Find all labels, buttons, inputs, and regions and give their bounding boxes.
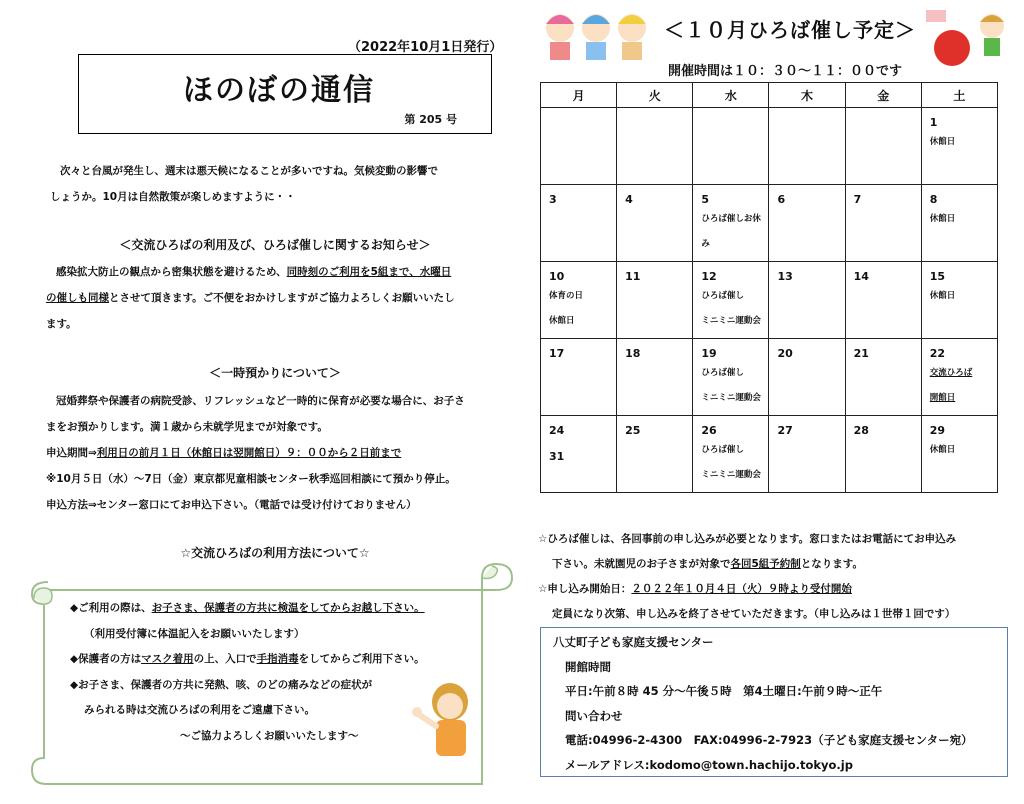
newsletter-title: ほのぼの通信	[183, 73, 375, 108]
calendar-body	[541, 108, 998, 493]
hours-label: 開館時間	[565, 659, 611, 674]
section-heading-usage: ☆交流ひろばの利用方法について☆	[180, 546, 370, 560]
calendar-day-cell	[921, 262, 997, 339]
text: みられる時は交流ひろばの利用をご遠慮下さい。	[84, 704, 315, 716]
section-heading-plaza: ＜交流ひろばの利用及び、ひろば催しに関するお知らせ＞	[119, 238, 431, 252]
calendar-day-cell	[845, 185, 921, 262]
calendar-day-cell	[769, 108, 845, 185]
weekday-header: 水	[693, 83, 769, 108]
day-number: 14	[853, 270, 869, 283]
day-number: 12	[701, 270, 717, 283]
weekday-header: 火	[617, 83, 693, 108]
text: （利用受付簿に体温記入をお願いいたします）	[84, 627, 305, 640]
text: 申込期間⇒	[46, 447, 97, 459]
weekday-header: 月	[541, 83, 617, 108]
day-number: 27	[777, 424, 793, 437]
day-number: 18	[625, 347, 641, 360]
intro-line: しょうか。10月は自然散策が楽しめますように・・	[50, 191, 296, 203]
calendar-day-cell	[769, 339, 845, 416]
calendar-day-cell	[617, 339, 693, 416]
calendar-day-cell	[693, 262, 769, 339]
text: ます。	[46, 318, 77, 330]
email-address: メールアドレス:kodomo@town.hachijo.tokyo.jp	[565, 757, 853, 772]
text: 定員になり次第、申し込みを終了させていただきます。（申し込みは１世帯１回です）	[552, 608, 956, 620]
day-event: 休館日	[929, 291, 956, 301]
calendar-day-cell	[845, 108, 921, 185]
calendar-day-cell	[617, 416, 693, 493]
underlined-text: の催しも同様	[46, 292, 109, 304]
underlined-text: 同時刻のご利用を5組まで、水曜日	[286, 266, 452, 278]
day-event: 休館日	[929, 137, 956, 147]
weekday-header: 土	[921, 83, 997, 108]
opening-hours: 平日:午前８時 45 分～午後５時 第4土曜日:午前９時～正午	[565, 684, 883, 698]
text: ◆お子さま、保護者の方共に発熱、咳、のどの痛みなどの症状が	[70, 678, 373, 691]
calendar-day-cell	[921, 108, 997, 185]
calendar-week-row	[541, 108, 998, 185]
day-number: 25	[625, 424, 641, 437]
calendar-title: ＜１０月ひろば催し予定＞	[664, 18, 916, 42]
intro-text	[50, 158, 500, 210]
day-number: 5	[701, 193, 709, 206]
day-event: 休館日	[929, 214, 956, 224]
event-notes	[538, 527, 1008, 627]
day-event: ひろば催し	[701, 445, 744, 455]
calendar-day-cell	[617, 108, 693, 185]
text: ☆ひろば催しは、各回事前の申し込みが必要となります。窓口またはお電話にてお申込み	[538, 533, 957, 545]
day-number: 4	[625, 193, 633, 206]
day-event: ひろば催し	[701, 291, 744, 301]
underlined-text: お子さま、保護者の方共に検温をしてからお越し下さい。	[151, 602, 425, 614]
day-number: 21	[853, 347, 869, 360]
calendar-day-cell	[921, 185, 997, 262]
children-illustration	[538, 6, 658, 62]
day-number: 28	[853, 424, 869, 437]
staff-illustration	[408, 676, 488, 756]
text: まをお預かりします。満１歳から未就学児までが対象です。	[46, 421, 328, 433]
calendar-day-cell	[541, 339, 617, 416]
day-number: 3	[549, 193, 557, 206]
day-number: 17	[549, 347, 565, 360]
day-event: 休館日	[549, 316, 575, 326]
day-event: ミニミニ運動会	[701, 393, 761, 403]
contact-label: 問い合わせ	[565, 708, 623, 723]
calendar-day-cell	[845, 339, 921, 416]
weekday-header: 木	[769, 83, 845, 108]
day-number: 13	[777, 270, 793, 283]
day-number: 7	[853, 193, 862, 206]
day-event: ひろば催しお休み	[701, 214, 761, 249]
day-event: ひろば催し	[701, 368, 744, 378]
day-event: 体育の日	[549, 291, 584, 301]
section-heading-childcare: ＜一時預かりについて＞	[209, 366, 341, 380]
day-number: 22	[929, 347, 946, 360]
text: ☆申し込み開始日：	[538, 583, 632, 595]
calendar-day-cell	[541, 108, 617, 185]
text: をしてからご利用下さい。	[298, 653, 425, 665]
calendar-week-row	[541, 339, 998, 416]
calendar-day-cell	[845, 262, 921, 339]
issue-date: （2022年10月1日発行）	[348, 40, 503, 55]
text: とさせて頂きます。ご不便をおかけしますがご協力よろしくお願いいたし	[109, 292, 455, 304]
day-number: 29	[929, 424, 946, 437]
text: 冠婚葬祭や保護者の病院受診、リフレッシュなど一時的に保育が必要な場合に、お子さ	[56, 395, 465, 407]
text: 感染拡大防止の観点から密集状態を避けるため、	[56, 266, 287, 278]
text: の上、入口で	[193, 653, 257, 665]
calendar-week-row	[541, 262, 998, 339]
day-number: 8	[929, 193, 938, 206]
sports-day-illustration	[922, 6, 1018, 68]
calendar-day-cell	[541, 416, 617, 493]
underlined-text: ２０２２年１０月４日（火）９時より受付開始	[631, 583, 852, 595]
calendar-day-cell	[693, 185, 769, 262]
calendar-week-row	[541, 185, 998, 262]
day-number: 31	[549, 450, 565, 463]
calendar-day-cell	[921, 416, 997, 493]
calendar-day-cell	[541, 185, 617, 262]
calendar-day-cell	[693, 108, 769, 185]
underlined-text: 手指消毒	[256, 653, 299, 665]
text: ※10月５日（水）～7日（金）東京都児童相談センター秋季巡回相談にて預かり停止。	[46, 473, 456, 485]
intro-line: 次々と台風が発生し、週末は悪天候になることが多いですね。気候変動の影響で	[60, 165, 438, 177]
day-number: 19	[701, 347, 717, 360]
calendar-day-cell	[769, 185, 845, 262]
underlined-text: マスク着用	[141, 653, 194, 665]
day-number: 20	[777, 347, 793, 360]
calendar-day-cell	[693, 339, 769, 416]
day-number: 15	[929, 270, 946, 283]
text: となります。	[800, 558, 863, 570]
day-number: 11	[625, 270, 641, 283]
day-number: 24	[549, 424, 565, 437]
childcare-info	[46, 388, 516, 518]
day-event: 交流ひろば	[929, 368, 973, 378]
calendar-header-row	[541, 83, 998, 108]
text: ◆保護者の方は	[70, 653, 142, 665]
underlined-text: 利用日の前月１日（休館日は翌開館日）９：００から２日前まで	[96, 447, 402, 459]
phone-fax: 電話:04996-2-4300 FAX:04996-2-7923（子ども家庭支援センター宛）	[565, 733, 973, 747]
day-event: ミニミニ運動会	[701, 470, 761, 480]
calendar-day-cell	[617, 262, 693, 339]
calendar-day-cell	[541, 262, 617, 339]
text: ◆ご利用の際は、	[70, 602, 152, 614]
day-event: 開館日	[929, 393, 956, 403]
calendar-day-cell	[769, 262, 845, 339]
center-name: 八丈町子ども家庭支援センター	[553, 635, 714, 649]
plaza-notice	[46, 259, 506, 337]
weekday-header: 金	[845, 83, 921, 108]
calendar-day-cell	[769, 416, 845, 493]
underlined-text: 各回5組予約制	[730, 558, 801, 570]
event-hours: 開催時間は１０：３０～１１：００です	[668, 64, 903, 79]
day-number: 10	[549, 270, 565, 283]
issue-number: 第 205 号	[404, 113, 457, 126]
text: 申込方法⇒センター窓口にてお申込下さい。（電話では受け付けておりません）	[46, 499, 417, 511]
day-event: 休館日	[929, 445, 956, 455]
calendar-day-cell	[845, 416, 921, 493]
day-number: 26	[701, 424, 717, 437]
day-event: ミニミニ運動会	[701, 316, 761, 326]
title-box	[78, 54, 492, 134]
day-number: 6	[777, 193, 786, 206]
text: 下さい。未就園児のお子さまが対象で	[552, 558, 731, 570]
event-calendar	[540, 82, 998, 493]
calendar-day-cell	[617, 185, 693, 262]
day-number: 1	[929, 116, 938, 129]
calendar-day-cell	[921, 339, 997, 416]
calendar-week-row	[541, 416, 998, 493]
center-info-box	[540, 627, 1008, 777]
calendar-day-cell	[693, 416, 769, 493]
closing-text: ～ご協力よろしくお願いいたします～	[180, 729, 359, 742]
